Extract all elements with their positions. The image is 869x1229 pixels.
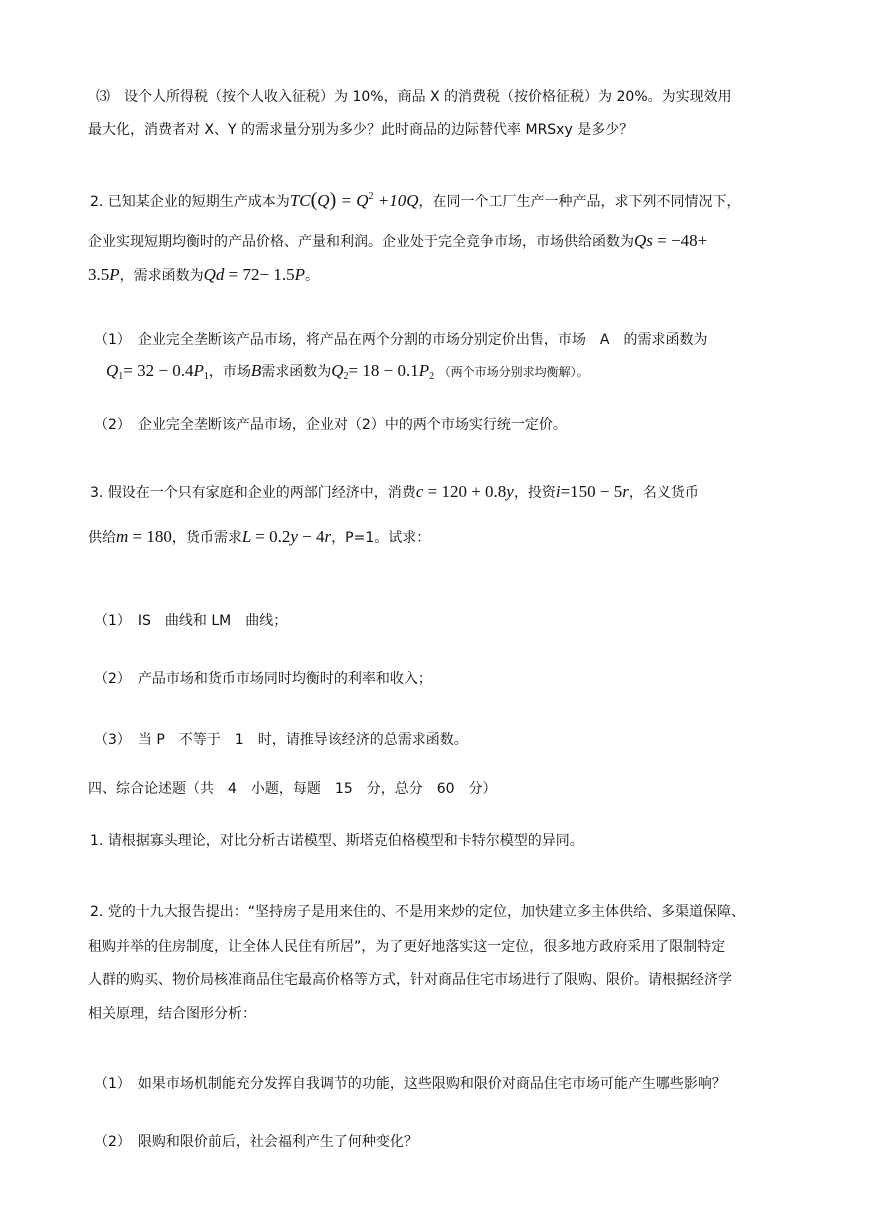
calc3-line1-post: ，名义货币	[628, 485, 699, 501]
calc2-item1-note: （两个市场分别求均衡解）。	[438, 365, 589, 379]
section4-q2-line1: 2. 党的十九大报告提出：“坚持房子是用来住的、不是用来炒的定位，加快建立多主体供给、多渠道保障、	[90, 904, 746, 920]
calc3-line1-pre: 3. 假设在一个只有家庭和企业的两部门经济中，消费	[90, 485, 416, 501]
calc3-line2-pre: 供给	[88, 530, 116, 546]
calc2-tc-formula: $TC(Q) = Q^2 +10Q$	[289, 189, 419, 211]
calc2-market-b-formula: $Q_2= 18 - 0.1P_2$	[331, 361, 435, 382]
calc2-line1-post: ，在同一个工厂生产一种产品，求下列不同情况下，	[418, 194, 741, 210]
calc2-item2: （2） 企业完全垄断该产品市场，企业对（2）中的两个市场实行统一定价。	[94, 417, 567, 433]
section4-q2-item2: （2） 限购和限价前后，社会福利产生了何种变化？	[94, 1134, 418, 1150]
calc2-line2-pre: 企业实现短期均衡时的产品价格、产量和利润。企业处于完全竞争市场，市场供给函数为	[88, 234, 634, 250]
calc3-line2-post: ，P=1。试求：	[331, 530, 431, 546]
calc2-item1-line1: （1） 企业完全垄断该产品市场，将产品在两个分割的市场分别定价出售，市场 A 的需求函数为	[94, 332, 708, 348]
calc3-line1-mid: ，投资	[513, 485, 556, 501]
calc2-line2	[88, 232, 707, 251]
calc3-item1: （1） IS 曲线和 LM 曲线；	[94, 613, 288, 629]
calc3-consumption-formula: c = 120 + 0.8y	[415, 482, 514, 501]
calc2-line3-end: 。	[305, 268, 319, 284]
calc3-money-demand-formula: L = 0.2y − 4r	[241, 527, 332, 546]
calc2-item1-mid2: 需求函数为	[261, 364, 332, 380]
calc3-line2-mid: ，货币需求	[171, 530, 242, 546]
calc2-item1-mid: ，市场	[208, 364, 251, 380]
calc2-market-b-letter: B	[250, 361, 262, 380]
calc2-line3	[88, 266, 319, 285]
calc3-line1	[90, 483, 699, 502]
calc3-money-supply-formula: m = 180	[116, 527, 172, 546]
section4-heading: 四、综合论述题（共 4 小题，每题 15 分，总分 60 分）	[88, 781, 497, 797]
q3-item3-line2: 最大化，消费者对 X、Y 的需求量分别为多少？此时商品的边际替代率 MRSxy 是多少？	[88, 122, 634, 138]
section4-q2-item1: （1） 如果市场机制能充分发挥自我调节的功能，这些限购和限价对商品住宅市场可能产生哪些影响？	[94, 1076, 726, 1092]
calc3-investment-formula: i=150 − 5r	[555, 482, 629, 501]
calc2-line1	[90, 188, 740, 211]
calc2-line1-pre: 2. 已知某企业的短期生产成本为	[90, 194, 290, 210]
calc2-demand-formula: Qd = 72− 1.5P	[203, 265, 305, 284]
calc2-market-a-formula: $Q_1= 32 - 0.4P_1$	[106, 361, 209, 382]
calc2-line3-mid: ，需求函数为	[119, 268, 204, 284]
section4-q2-line2: 租购并举的住房制度，让全体人民住有所居”，为了更好地落实这一定位，很多地方政府采用了限制特定	[88, 939, 726, 955]
calc3-item2: （2） 产品市场和货币市场同时均衡时的利率和收入；	[94, 671, 432, 687]
calc2-supply-formula: Qs = −48+	[634, 231, 708, 250]
section4-q1: 1. 请根据寡头理论，对比分析古诺模型、斯塔克伯格模型和卡特尔模型的异同。	[90, 833, 584, 849]
section4-q2-line3: 人群的购买、物价局核准商品住宅最高价格等方式，针对商品住宅市场进行了限购、限价。请根据经济学	[88, 972, 732, 988]
calc3-item3: （3） 当 P 不等于 1 时，请推导该经济的总需求函数。	[94, 732, 468, 748]
calc2-supply-formula-cont: 3.5P	[88, 265, 120, 284]
calc2-item1-line2	[106, 362, 589, 386]
calc3-line2	[88, 528, 430, 547]
section4-q2-line4: 相关原理，结合图形分析：	[88, 1006, 256, 1022]
q3-item3-line1: ⑶ 设个人所得税（按个人收入征税）为 10%，商品 X 的消费税（按价格征税）为 20%。为实现效用	[96, 89, 732, 105]
